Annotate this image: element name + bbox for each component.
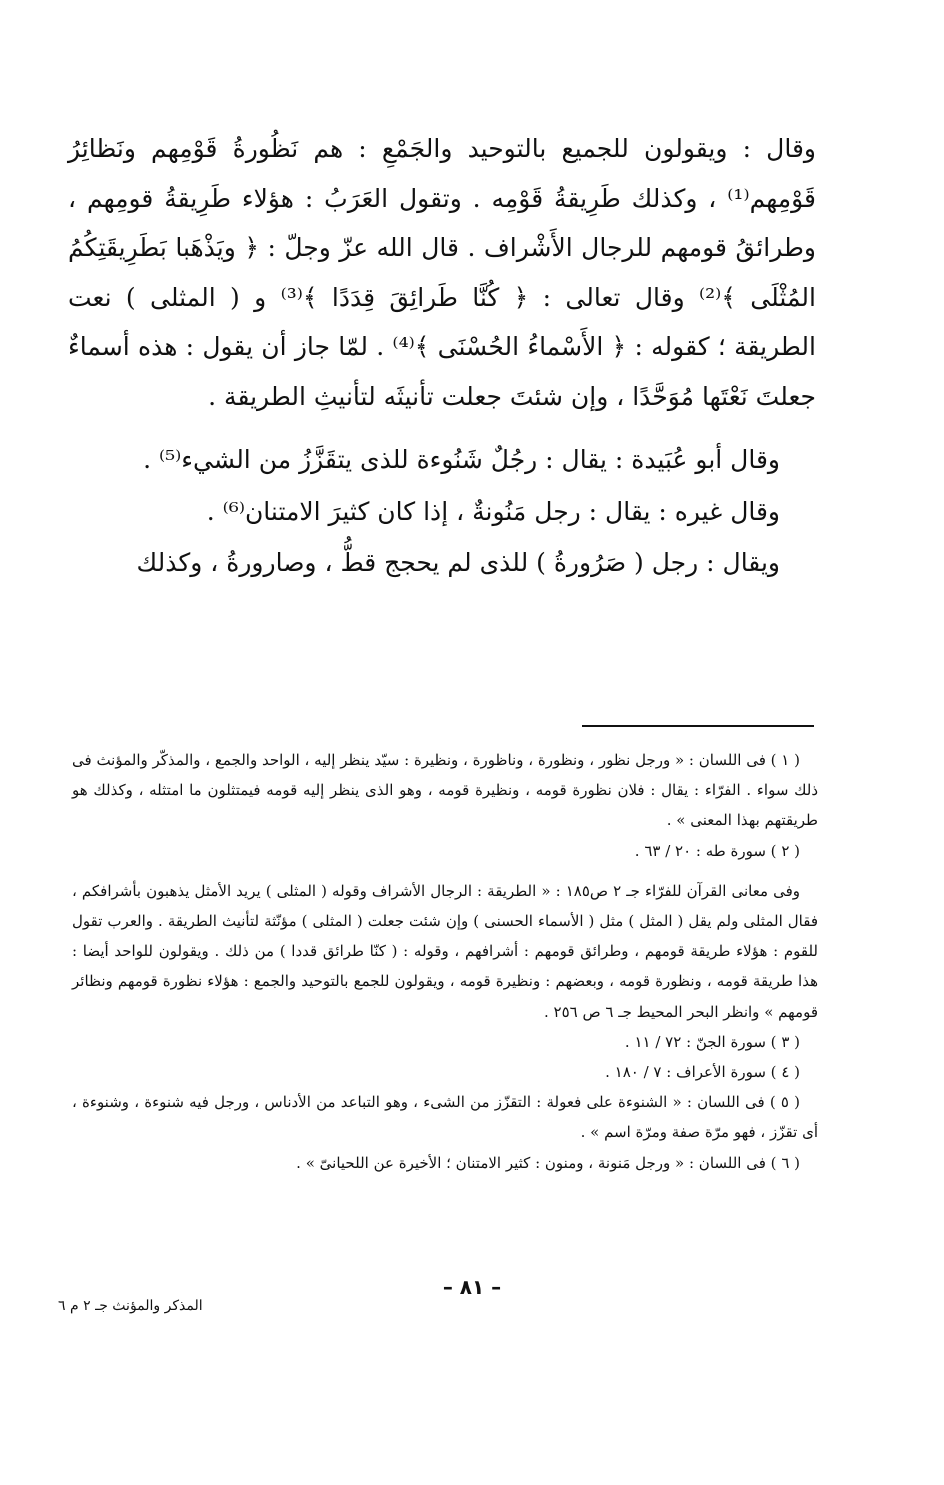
footnotes bbox=[72, 745, 818, 1178]
footnote-3: ( ٣ ) سورة الجنّ : ٧٢ / ١١ . bbox=[624, 1032, 800, 1051]
main-paragraph-3: وقال غيره : يقال : رجل مَنُونةٌ ، إذا كان كثيرَ الامتنان⁽⁶⁾ . bbox=[206, 496, 780, 526]
main-paragraph-4: ويقال : رجل ( صَرُورةُ ) للذى لم يحجج قطُّ ، وصارورةُ ، وكذلك bbox=[136, 548, 780, 577]
footnote-6: ( ٦ ) فى اللسان : « ورجل مَنونة ، ومنون : كثير الامتنان ؛ الأخيرة عن اللحيانىّ » . bbox=[296, 1153, 800, 1172]
running-footer: المذكر والمؤنث جـ ٢ م ٦ bbox=[58, 1298, 203, 1314]
footnote-4: ( ٤ ) سورة الأعراف : ٧ / ١٨٠ . bbox=[605, 1063, 800, 1082]
footnote-2: ( ٢ ) سورة طه : ٢٠ / ٦٣ . bbox=[634, 841, 800, 860]
footnote-separator-rule bbox=[582, 725, 814, 727]
footnote-5: ( ٥ ) فى اللسان : « الشنوءة على فعولة : التقزّز من الشىء ، وهو التباعد من الأدناس ، ورجل فيه شنوءة ، وشنوءة ، أى تقزّز ، فهو مرّة صفة ومرّة اسم » . bbox=[72, 1093, 818, 1142]
page-number: – ٨١ – bbox=[442, 1275, 502, 1299]
footnote-1: ( ١ ) فى اللسان : « ورجل نظور ، ونظورة ، وناظورة ، ونظيرة : سيّد ينظر إليه ، الواحد والجمع ، والمذكّر والمؤنث فى ذلك سواء . الفرّاء : يقال : فلان نظورة قومه ، ونظيرة قومه ، وهو الذى ينظر إليه قومه فيمتثلون ما امتثله ، وكذلك هو طريقتهم بهذا المعنى » . bbox=[72, 751, 818, 830]
footnote-2-continuation: وفى معانى القرآن للفرّاء جـ ٢ ص١٨٥ : « الطريقة : الرجال الأشراف وقوله ( المثلى ) يريد الأمثل يذهبون بأشرافكم ، فقال المثلى ولم يقل ( المثل ) مثل ( الأسماء الحسنى ) وإن شئت جعلت ( المثلى ) مؤنّثة لتأنيث الطريقة . والعرب تقول للقوم : هؤلاء طريقة قومهم ، وطرائق قومهم : أشرافهم ، وقوله : ( كنّا طرائق قددا ) من ذلك . ويقولون للواحد أيضا : هذا طريقة قومه ، ونظورة قومه ، وبعضهم : ونظيرة قومه ، ويقولون للجمع بالتوحيد والجمع : هؤلاء نظورة قومهم ونظائر قومهم » وانظر البحر المحيط جـ ٦ ص ٢٥٦ . bbox=[72, 881, 818, 1021]
main-paragraph-1: وقال : ويقولون للجميع بالتوحيد والجَمْعِ : هم نَظُورةُ قَوْمِهم ونَظائِرُ قَوْمِهم⁽¹⁾ ، وكذلك طَرِيقةُ قَوْمِه . وتقول العَرَبُ : هؤلاء طَرِيقةُ قومِهم ، وطرائقُ قومهم للرجال الأَشْراف . قال الله عزّ وجلّ : ﴿ ويَذْهَبا بَطَرِيقَتِكُمُ المُثْلَى ﴾⁽²⁾ وقال تعالى : ﴿ كُنَّا طَرائِقَ قِدَدًا ﴾⁽³⁾ و ( المثلى ) نعت الطريقة ؛ كقوله : ﴿ الأَسْماءُ الحُسْنَى ﴾⁽⁴⁾ . لمّا جاز أن يقول : هذه أسماءٌ جعلتَ نَعْتَها مُوَحَّدًا ، وإن شئتَ جعلت تأنيثَه لتأنيثِ الطريقة . bbox=[68, 134, 816, 411]
main-paragraph-2: وقال أبو عُبَيدة : يقال : رجُلٌ شَنُوءة للذى يتقَزَّزُ من الشيء⁽⁵⁾ . bbox=[143, 445, 780, 474]
main-text bbox=[68, 124, 816, 588]
